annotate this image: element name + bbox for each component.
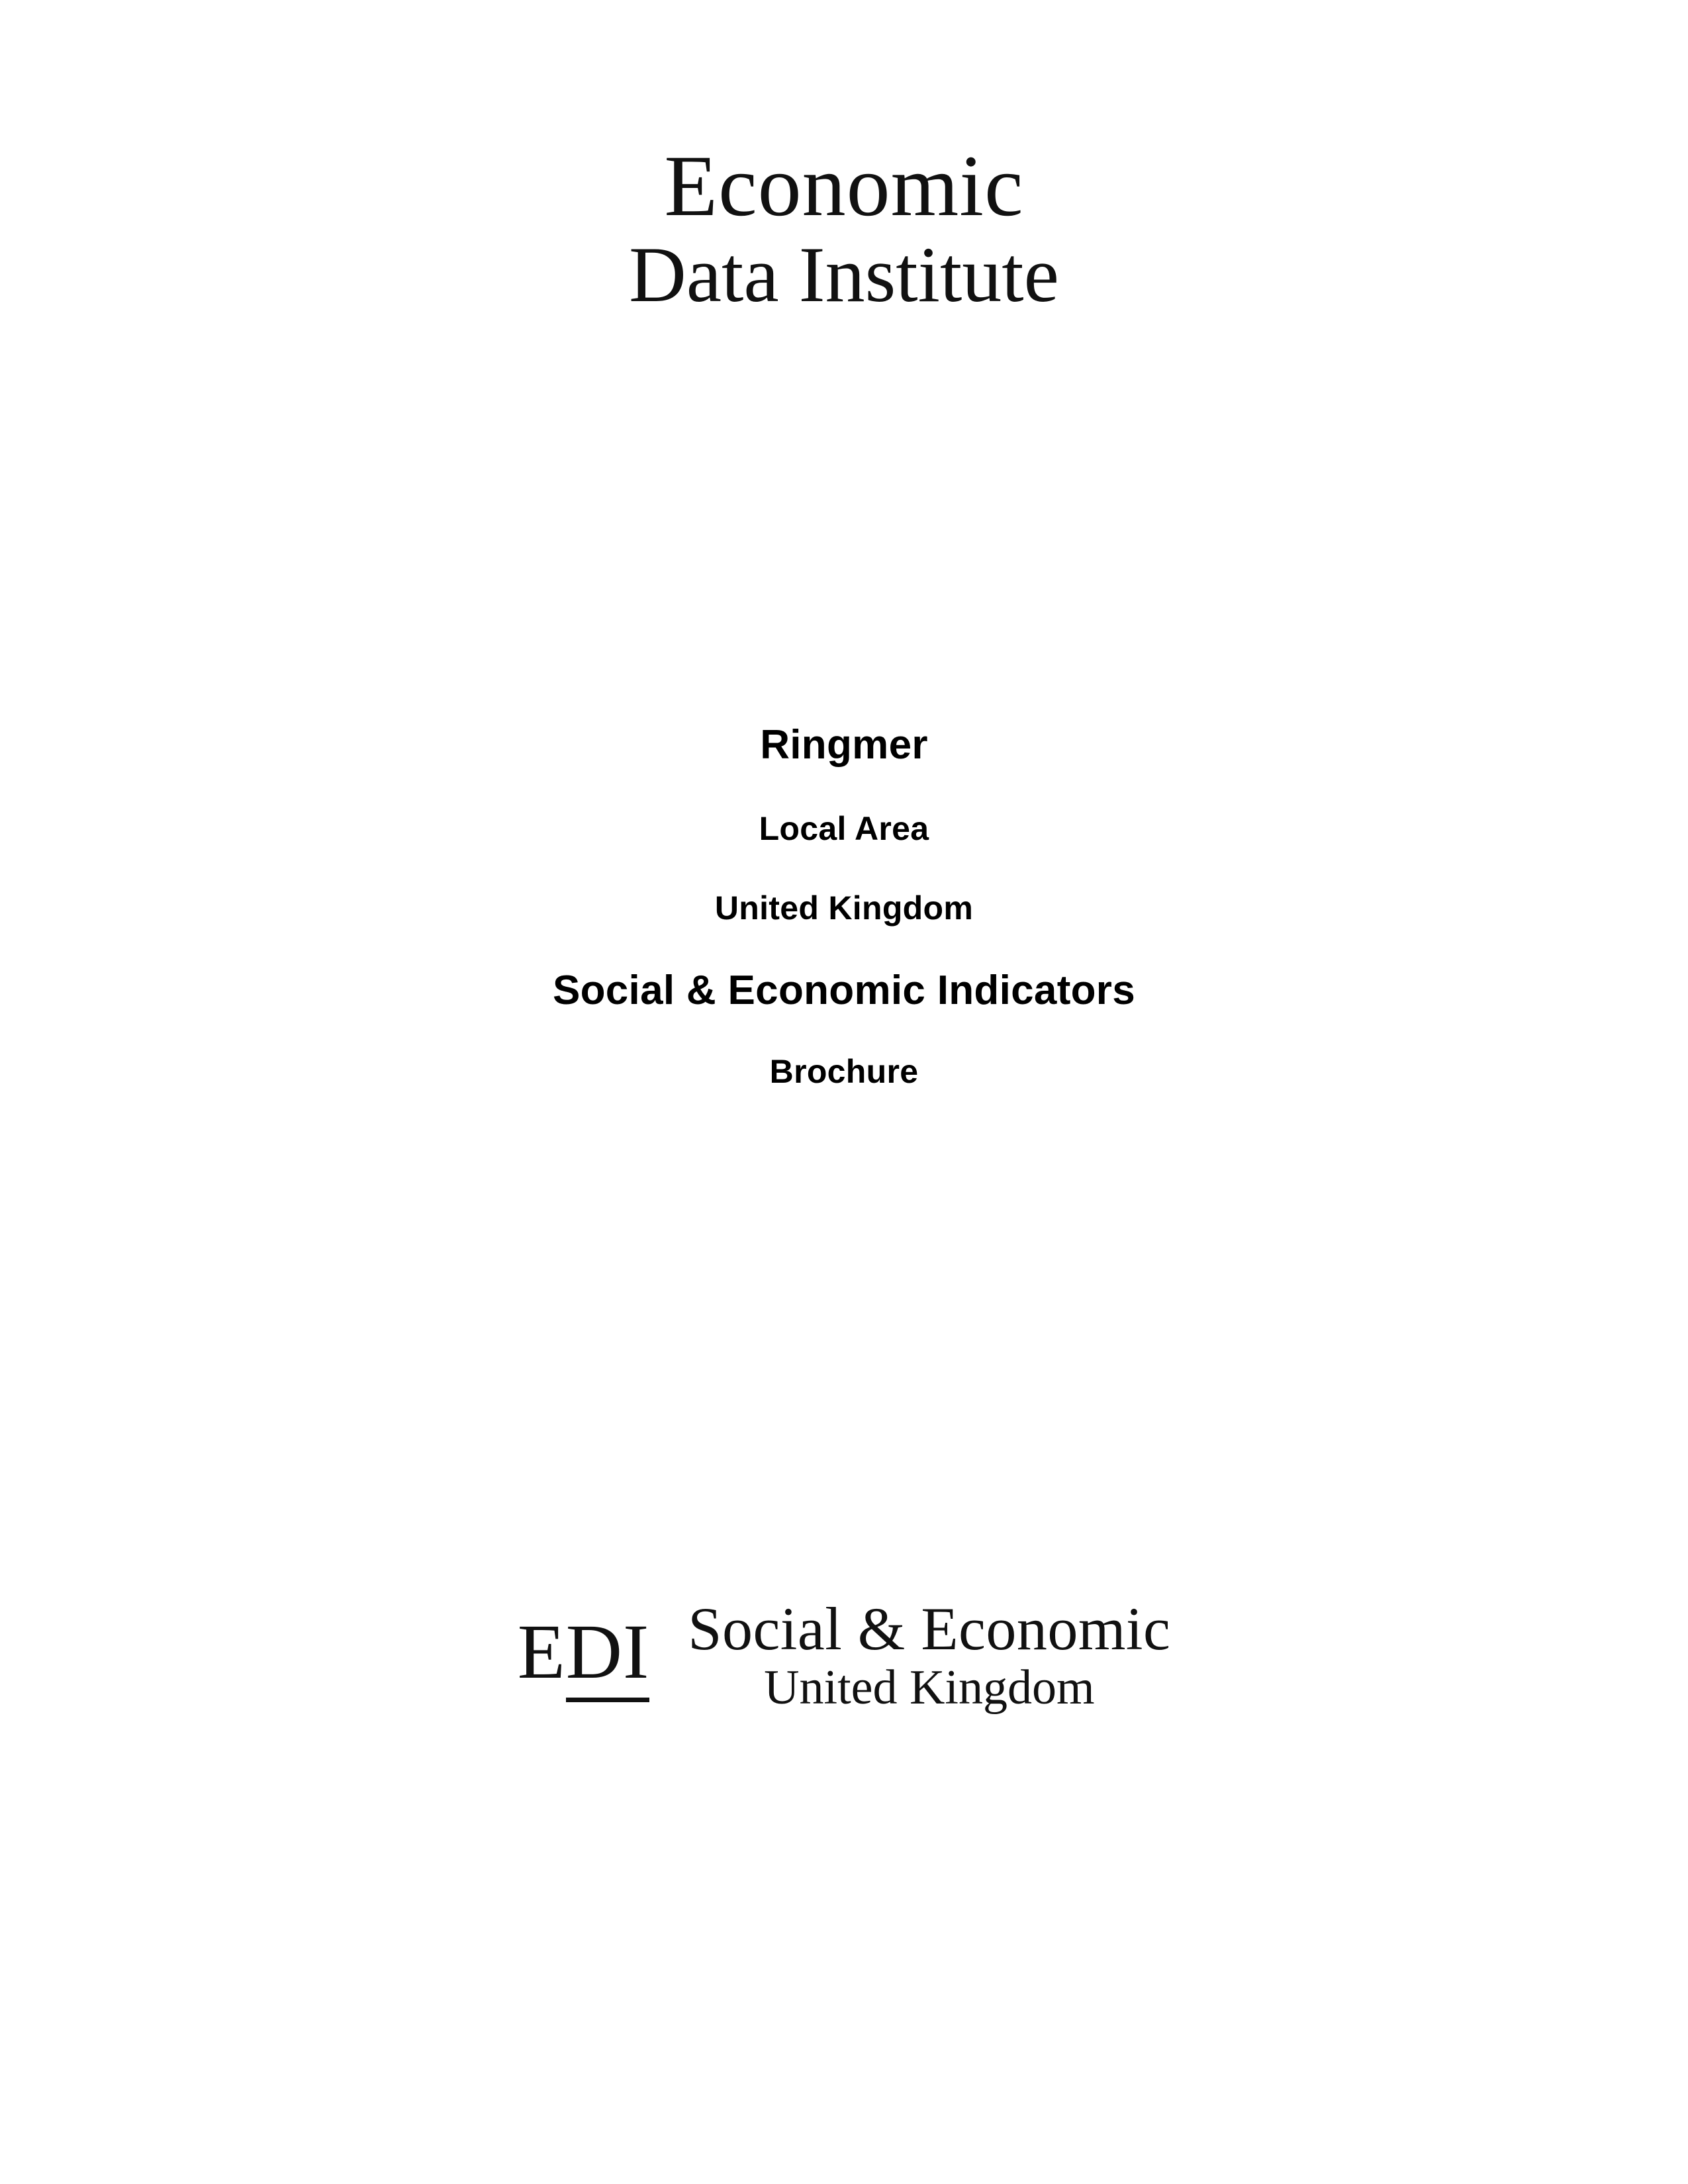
edi-initials — [517, 1608, 650, 1698]
masthead-logo — [0, 137, 1688, 318]
document-subject-label: Social & Economic Indicators — [552, 968, 1136, 1013]
document-type-label: Brochure — [769, 1053, 919, 1090]
masthead-line-2: Data Institute — [629, 230, 1059, 318]
edi-wordmark-line-1: Social & Economic — [688, 1595, 1171, 1662]
masthead-line-1: Economic — [664, 137, 1024, 234]
edi-wordmark-line-2: United Kingdom — [764, 1660, 1095, 1715]
page-title: Ringmer — [760, 722, 928, 768]
edi-initial-e: E — [517, 1608, 566, 1695]
edi-footer-logo — [0, 1595, 1688, 1715]
edi-wordmark — [688, 1595, 1171, 1715]
edi-initials-di: DI — [566, 1608, 650, 1702]
cover-title-block — [0, 721, 1688, 1091]
area-type-label: Local Area — [759, 810, 929, 847]
country-label: United Kingdom — [714, 889, 974, 927]
